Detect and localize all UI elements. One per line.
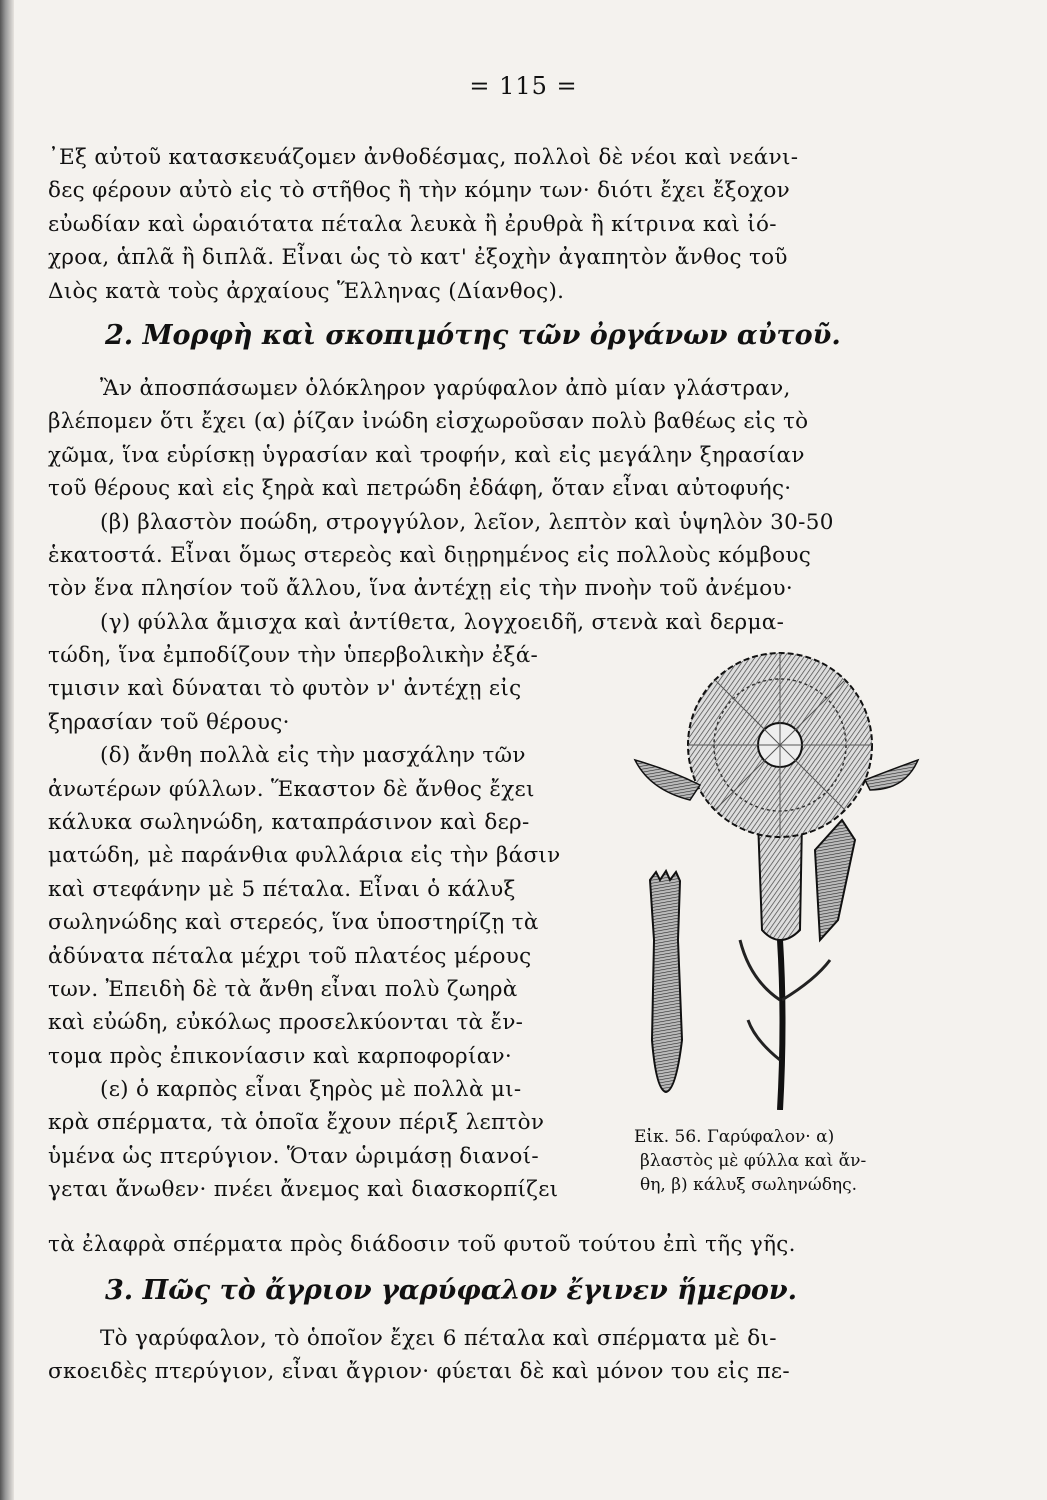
text-line: χῶμα, ἵνα εὑρίσκῃ ὑγρασίαν καὶ τροφήν, καὶ εἰς μεγάλην ξηρασίαν: [48, 442, 805, 468]
section-2-body-narrow: [48, 639, 618, 1207]
calyx-drawing: [650, 871, 682, 1092]
text-line: σωληνώδης καὶ στερεός, ἵνα ὑποστηρίζῃ τὰ: [48, 910, 539, 936]
carnation-illustration: [630, 640, 920, 1110]
text-line: εὐωδίαν καὶ ὡραιότατα πέταλα λευκὰ ἢ ἐρυθρὰ ἢ κίτρινα καὶ ἰό-: [48, 211, 777, 237]
text-line: τὰ ἐλαφρὰ σπέρματα πρὸς διάδοσιν τοῦ φυτοῦ τούτου ἐπὶ τῆς γῆς.: [48, 1232, 796, 1257]
text-line: κάλυκα σωληνώδη, καταπράσινον καὶ δερ-: [48, 809, 530, 835]
text-line: (δ) ἄνθη πολλὰ εἰς τὴν μασχάλην τῶν: [100, 743, 526, 769]
page-number: = 115 =: [469, 72, 578, 100]
section-heading-3: 3. Πῶς τὸ ἄγριον γαρύφαλον ἔγινεν ἥμερον.: [105, 1275, 798, 1306]
text-line: τὸν ἕνα πλησίον τοῦ ἄλλου, ἵνα ἀντέχῃ εἰς τὴν πνοὴν τοῦ ἀνέμου·: [48, 576, 793, 602]
caption-line: βλαστὸς μὲ φύλλα καὶ ἄν-: [640, 1151, 867, 1171]
text-line: ἀδύνατα πέταλα μέχρι τοῦ πλατέος μέρους: [48, 943, 532, 969]
paragraph-intro: [48, 141, 908, 308]
text-line: ᾿Εξ αὐτοῦ κατασκευάζομεν ἀνθοδέσμας, πολλοὶ δὲ νέοι καὶ νεάνι-: [48, 145, 799, 170]
text-line: Διὸς κατὰ τοὺς ἀρχαίους Ἕλληνας (Δίανθος).: [48, 278, 565, 304]
caption-line: θη, β) κάλυξ σωληνώδης.: [640, 1175, 858, 1195]
page-binding-shadow: [0, 0, 14, 1500]
text-line: τομα πρὸς ἐπικονίασιν καὶ καρποφορίαν·: [48, 1043, 513, 1069]
text-line: καὶ εὐώδη, εὐκόλως προσελκύονται τὰ ἔν-: [48, 1010, 524, 1036]
text-line: ματώδη, μὲ παράνθια φυλλάρια εἰς τὴν βάσιν: [48, 843, 561, 869]
text-line: ξηρασίαν τοῦ θέρους·: [48, 709, 290, 735]
figure-caption: [634, 1125, 924, 1197]
text-line: Τὸ γαρύφαλον, τὸ ὁποῖον ἔχει 6 πέταλα καὶ σπέρματα μὲ δι-: [100, 1326, 777, 1351]
section-2-body: [48, 372, 908, 639]
text-line: ὑμένα ὡς πτερύγιον. Ὅταν ὡριμάσῃ διανοί-: [48, 1143, 539, 1169]
text-line: βλέπομεν ὅτι ἔχει (α) ῥίζαν ἰνώδη εἰσχωροῦσαν πολὺ βαθέως εἰς τὸ: [48, 409, 809, 435]
text-line: ἑκατοστά. Εἶναι ὅμως στερεὸς καὶ διῃρημένος εἰς πολλοὺς κόμβους: [48, 542, 812, 568]
caption-line: Εἰκ. 56. Γαρύφαλον· α): [634, 1127, 835, 1147]
flower-calyx-drawing: [758, 820, 802, 940]
text-line: (β) βλαστὸν ποώδη, στρογγύλον, λεῖον, λεπτὸν καὶ ὑψηλὸν 30-50: [100, 509, 834, 535]
text-line: Ἂν ἀποσπάσωμεν ὁλόκληρον γαρύφαλον ἀπὸ μίαν γλάστραν,: [100, 376, 791, 401]
text-line: σκοειδὲς πτερύγιον, εἶναι ἄγριον· φύεται δὲ καὶ μόνον του εἰς πε-: [48, 1359, 790, 1385]
text-line: τοῦ θέρους καὶ εἰς ξηρὰ καὶ πετρώδη ἐδάφη, ὅταν εἶναι αὐτοφυής·: [48, 476, 792, 502]
section-2-last-line: [48, 1228, 908, 1261]
section-3-body: [48, 1322, 908, 1389]
text-line: τμισιν καὶ δύναται τὸ φυτὸν ν' ἀντέχῃ εἰς: [48, 676, 522, 702]
text-line: ἀνωτέρων φύλλων. Ἕκαστον δὲ ἄνθος ἔχει: [48, 776, 535, 802]
section-heading-2: 2. Μορφὴ καὶ σκοπιμότης τῶν ὀργάνων αὐτοῦ.: [105, 320, 841, 351]
stem-drawing: [780, 940, 783, 1110]
text-line: καὶ στεφάνην μὲ 5 πέταλα. Εἶναι ὁ κάλυξ: [48, 876, 516, 902]
text-line: των. Ἐπειδὴ δὲ τὰ ἄνθη εἶναι πολὺ ζωηρὰ: [48, 976, 518, 1002]
text-line: κρὰ σπέρματα, τὰ ὁποῖα ἔχουν πέριξ λεπτὸν: [48, 1110, 545, 1136]
text-line: χροα, ἁπλᾶ ἢ διπλᾶ. Εἶναι ὡς τὸ κατ' ἐξοχὴν ἀγαπητὸν ἄνθος τοῦ: [48, 245, 788, 271]
text-line: (ε) ὁ καρπὸς εἶναι ξηρὸς μὲ πολλὰ μι-: [100, 1077, 522, 1103]
flower-head-drawing: [688, 653, 872, 837]
bud-drawing: [815, 820, 855, 940]
text-line: δες φέρουν αὐτὸ εἰς τὸ στῆθος ἢ τὴν κόμην των· διότι ἔχει ἔξοχον: [48, 178, 791, 204]
text-line: (γ) φύλλα ἄμισχα καὶ ἀντίθετα, λογχοειδῆ, στενὰ καὶ δερμα-: [100, 609, 785, 635]
text-line: γεται ἄνωθεν· πνέει ἄνεμος καὶ διασκορπίζει: [48, 1177, 559, 1203]
text-line: τώδη, ἵνα ἐμποδίζουν τὴν ὑπερβολικὴν ἐξά-: [48, 643, 539, 668]
